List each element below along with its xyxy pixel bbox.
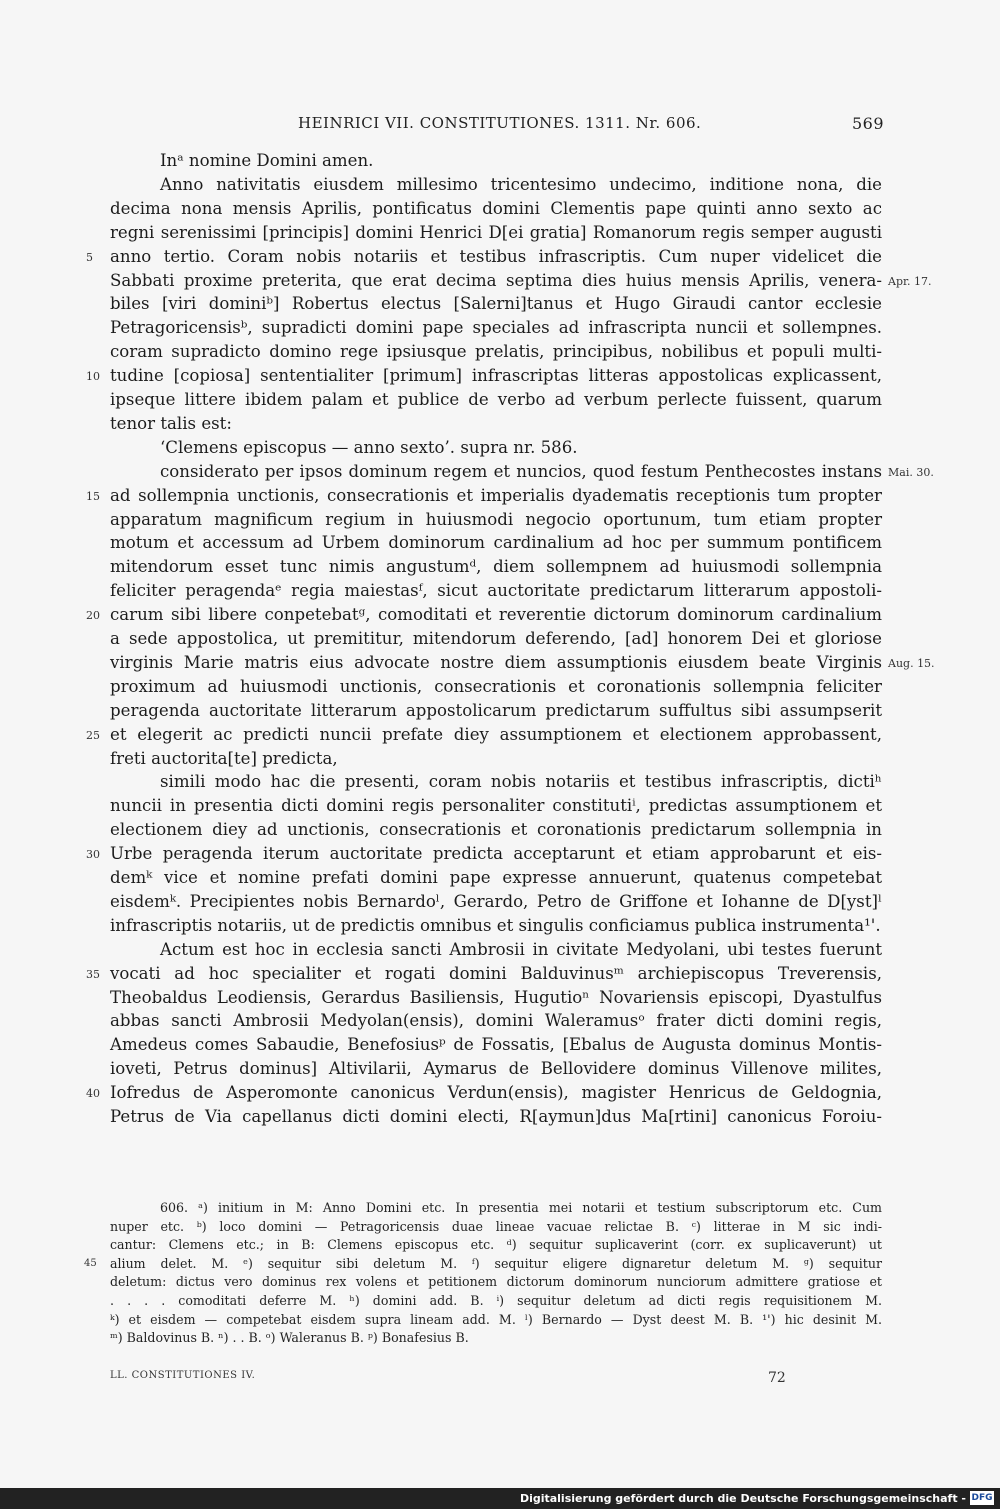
margin-date: Aug. 15. <box>888 656 935 670</box>
funding-note: Digitalisierung gefördert durch die Deutsche Forschungsgemeinschaft - <box>519 1492 966 1505</box>
line-number: 5 <box>86 250 93 264</box>
text-line: ioveti, Petrus dominus] Altivilarii, Aymarus de Bellovidere dominus Villenove milites, <box>110 1059 882 1079</box>
text-line: Inᵃ nomine Domini amen. <box>160 151 374 170</box>
line-number: 40 <box>86 1087 100 1101</box>
line-number: 10 <box>86 370 100 384</box>
page-number: 569 <box>852 114 885 133</box>
text-line: Actum est hoc in ecclesia sancti Ambrosii in civitate Medyolani, ubi testes fuerunt <box>160 939 882 959</box>
text-line: electionem diey ad unctionis, consecrationis et coronationis predictarum sollempnia in <box>110 820 882 840</box>
text-line: apparatum magnificum regium in huiusmodi negocio oportunum, tum etiam propter <box>110 509 882 529</box>
text-line: simili modo hac die presenti, coram nobis notariis et testibus infrascriptis, dictiʰ <box>160 772 882 792</box>
text-line: Petragoricensisᵇ, supradicti domini pape speciales ad infrascripta nuncii et sollempnes. <box>110 318 882 338</box>
text-line: freti auctorita[te] predicta, <box>110 748 338 768</box>
text-line: decima nona mensis Aprilis, pontificatus domini Clementis pape quinti anno sexto ac <box>110 198 882 218</box>
text-line: anno tertio. Coram nobis notariis et testibus infrascriptis. Cum nuper videlicet die <box>110 246 882 266</box>
text-line: eisdemᵏ. Precipientes nobis Bernardoˡ, Gerardo, Petro de Griffone et Iohanne de D[yst]ˡ <box>110 891 882 911</box>
footnote-line: ᵐ) Baldovinus B. ⁿ) . . B. ᵒ) Waleranus B. ᵖ) Bonafesius B. <box>110 1330 469 1346</box>
footnote-line: cantur: Clemens etc.; in B: Clemens episcopus etc. ᵈ) sequitur suplicaverint (corr. ex suplicaverunt) ut <box>110 1237 882 1253</box>
text-line: peragenda auctoritate litterarum appostolicarum predictarum suffultus sibi assumpserit <box>110 700 882 720</box>
text-line: demᵏ vice et nomine prefati domini pape expresse annuerunt, quatenus competebat <box>110 868 882 887</box>
text-line: nuncii in presentia dicti domini regis personaliter constitutiⁱ, predictas assumptionem et <box>110 796 882 816</box>
dfg-logo: DFG <box>971 1493 993 1503</box>
line-number: 25 <box>86 728 100 742</box>
text-line: tudine [copiosa] sententialiter [primum] infrascriptas litteras appostolicas explicassent, <box>110 366 882 386</box>
text-line: regni serenissimi [principis] domini Henrici D[ei gratia] Romanorum regis semper augusti <box>110 222 882 242</box>
line-number: 20 <box>86 609 100 623</box>
text-line: et elegerit ac predicti nuncii prefate diey assumptionem et electionem approbassent, <box>110 724 882 744</box>
footnote-line: nuper etc. ᵇ) loco domini — Petragoricensis duae lineae vacuae relictae B. ᶜ) litterae in M sic indi- <box>110 1218 882 1234</box>
text-line: tenor talis est: <box>110 413 232 433</box>
footnote-line: alium delet. M. ᵉ) sequitur sibi deletum M. ᶠ) sequitur eligere dignaretur deletum M. ᵍ) sequitur <box>110 1255 882 1271</box>
footnote-line: . . . . comoditati deferre M. ʰ) domini add. B. ⁱ) sequitur deletum ad dicti regis requisitionem M. <box>110 1293 882 1308</box>
text-line: Theobaldus Leodiensis, Gerardus Basiliensis, Hugutioⁿ Novariensis episcopi, Dyastulfus <box>110 987 882 1007</box>
text-line: mitendorum esset tunc nimis angustumᵈ, diem sollempnem ad huiusmodi sollempnia <box>110 557 882 577</box>
line-number: 30 <box>86 848 100 862</box>
footnote-line: 606. ᵃ) initium in M: Anno Domini etc. In presentia mei notarii et testium subscriptorum etc. Cum <box>160 1200 882 1215</box>
footnote-line: ᵏ) et eisdem — competebat eisdem supra lineam add. M. ˡ) Bernardo — Dyst deest M. B. ¹') hic desinit M. <box>110 1311 882 1327</box>
text-line: infrascriptis notariis, ut de predictis omnibus et singulis conficiamus publica instrumenta¹'. <box>110 915 881 935</box>
running-header: HEINRICI VII. CONSTITUTIONES. 1311. Nr. 606. <box>298 114 702 132</box>
text-line: virginis Marie matris eius advocate nostre diem assumptionis eiusdem beate Virginis <box>110 652 882 672</box>
text-line: Sabbati proxime preterita, que erat decima septima dies huius mensis Aprilis, venera- <box>110 270 882 290</box>
text-line: carum sibi libere conpetebatᵍ, comoditati et reverentie dictorum dominorum cardinalium <box>110 605 882 625</box>
text-line: ad sollempnia unctionis, consecrationis et imperialis dyadematis receptionis tum propter <box>110 485 882 505</box>
text-line: biles [viri dominiᵇ] Robertus electus [Salerni]tanus et Hugo Giraudi cantor ecclesie <box>110 294 882 314</box>
text-line: proximum ad huiusmodi unctionis, consecrationis et coronationis sollempnia feliciter <box>110 676 882 696</box>
footnote-line-number: 45 <box>84 1257 97 1269</box>
text-line: feliciter peragendaᵉ regia maiestasᶠ, sicut auctoritate predictarum litterarum appostoli- <box>110 581 882 601</box>
margin-date: Apr. 17. <box>888 274 932 288</box>
text-line: Iofredus de Asperomonte canonicus Verdun(ensis), magister Henricus de Geldognia, <box>110 1083 882 1103</box>
line-number: 15 <box>86 489 100 503</box>
text-line: coram supradicto domino rege ipsiusque prelatis, principibus, nobilibus et populi multi- <box>110 342 882 362</box>
text-line: Petrus de Via capellanus dicti domini electi, R[aymun]dus Ma[rtini] canonicus Foroiu- <box>110 1107 882 1126</box>
funding-bar <box>0 1488 1000 1509</box>
text-line: motum et accessum ad Urbem dominorum cardinalium ad hoc per summum pontificem <box>110 533 882 553</box>
footer-series: LL. CONSTITUTIONES IV. <box>110 1370 256 1381</box>
footer-signature: 72 <box>768 1370 786 1386</box>
text-line: Urbe peragenda iterum auctoritate predicta acceptarunt et etiam approbarunt et eis- <box>110 844 882 864</box>
margin-date: Mai. 30. <box>888 465 934 479</box>
text-line: Anno nativitatis eiusdem millesimo tricentesimo undecimo, inditione nona, die <box>160 174 882 194</box>
text-line: considerato per ipsos dominum regem et nuncios, quod festum Penthecostes instans <box>160 461 882 481</box>
text-line: ‘Clemens episcopus — anno sexto’. supra nr. 586. <box>160 437 578 457</box>
footnote-line: deletum: dictus vero dominus rex volens et petitionem dictorum dominorum nunciorum admittere gratiose et <box>110 1274 882 1290</box>
text-line: vocati ad hoc specialiter et rogati domini Balduvinusᵐ archiepiscopus Treverensis, <box>110 963 882 983</box>
text-line: ipseque littere ibidem palam et publice de verbo ad verbum perlecte fuissent, quarum <box>110 390 882 409</box>
text-line: abbas sancti Ambrosii Medyolan(ensis), domini Waleramusᵒ frater dicti domini regis, <box>110 1011 882 1031</box>
text-line: a sede appostolica, ut premititur, mitendorum deferendo, [ad] honorem Dei et gloriose <box>110 629 882 648</box>
line-number: 35 <box>86 967 100 981</box>
text-line: Amedeus comes Sabaudie, Benefosiusᵖ de Fossatis, [Ebalus de Augusta dominus Montis- <box>110 1035 882 1055</box>
